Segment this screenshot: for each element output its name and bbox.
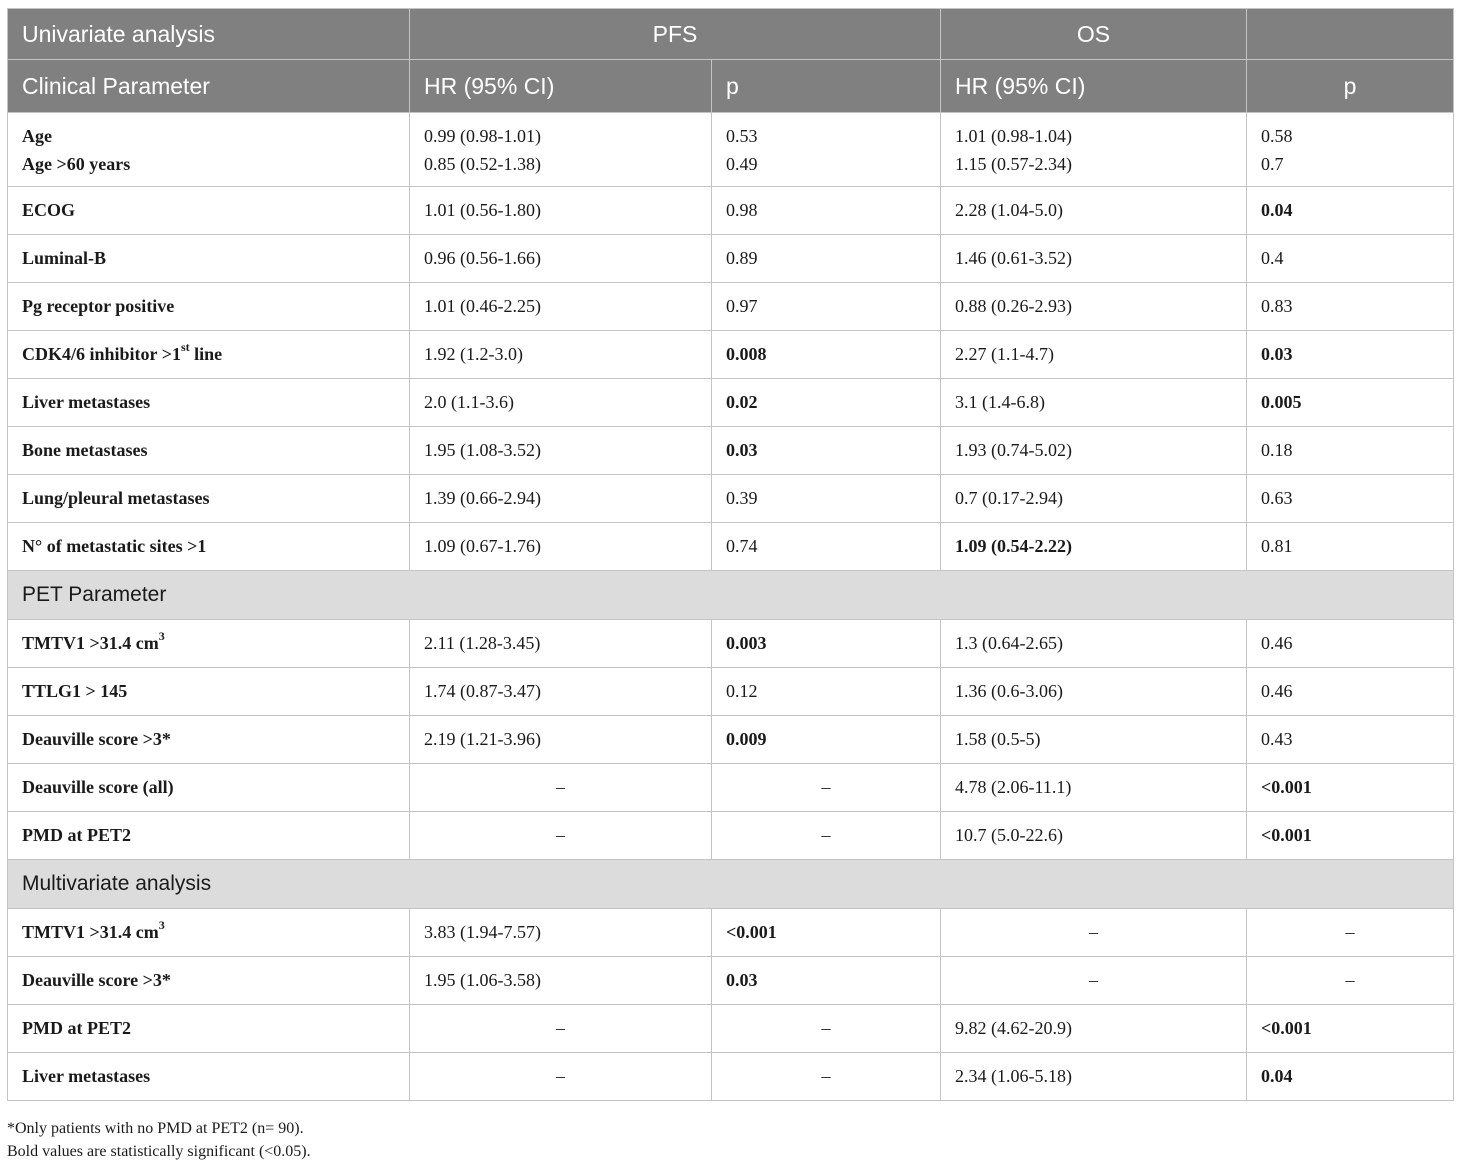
p-pfs-value: 0.02 bbox=[712, 379, 941, 427]
p-pfs-value: – bbox=[712, 1005, 941, 1053]
p-pfs-cell bbox=[712, 113, 941, 187]
table-row-tmtv1 bbox=[8, 620, 1454, 668]
section-row-multivariate bbox=[8, 860, 1454, 909]
p-os-value: 0.4 bbox=[1247, 235, 1454, 283]
hr-pfs-value: 3.83 (1.94-7.57) bbox=[410, 909, 712, 957]
header-blank bbox=[1247, 9, 1454, 60]
row-label-text: CDK4/6 inhibitor >1 bbox=[22, 344, 181, 364]
p-os-value: 0.18 bbox=[1247, 427, 1454, 475]
hr-os-value: 2.28 (1.04-5.0) bbox=[941, 187, 1247, 235]
footnote-bold: Bold values are statistically significant (<0.05). bbox=[7, 1143, 311, 1160]
hr-os-value: 0.88 (0.26-2.93) bbox=[941, 283, 1247, 331]
table-row-bone bbox=[8, 427, 1454, 475]
hr-os-value: 1.58 (0.5-5) bbox=[941, 716, 1247, 764]
table-footnotes bbox=[7, 1117, 311, 1163]
hr-pfs-value: 1.09 (0.67-1.76) bbox=[410, 523, 712, 571]
p-os-value: – bbox=[1247, 957, 1454, 1005]
table-row-m-deauville-3 bbox=[8, 957, 1454, 1005]
hr-os-value: 1.01 (0.98-1.04) bbox=[955, 125, 1072, 146]
p-os-value: – bbox=[1247, 909, 1454, 957]
header-row-1 bbox=[8, 9, 1454, 60]
p-pfs-value: 0.49 bbox=[726, 153, 758, 174]
p-os-value: 0.04 bbox=[1247, 1053, 1454, 1101]
header-univariate: Univariate analysis bbox=[8, 9, 410, 60]
row-label: TTLG1 > 145 bbox=[8, 668, 410, 716]
table-row-m-pmd bbox=[8, 1005, 1454, 1053]
p-os-value: 0.03 bbox=[1247, 331, 1454, 379]
table-row-deauville-all bbox=[8, 764, 1454, 812]
hr-pfs-value: – bbox=[410, 764, 712, 812]
p-pfs-value: 0.74 bbox=[712, 523, 941, 571]
row-label-line: Age >60 years bbox=[22, 153, 131, 174]
hr-pfs-value: 1.92 (1.2-3.0) bbox=[410, 331, 712, 379]
row-label: Luminal-B bbox=[8, 235, 410, 283]
hr-os-value: 2.27 (1.1-4.7) bbox=[941, 331, 1247, 379]
row-label-text-suffix: line bbox=[189, 344, 223, 364]
p-pfs-value: – bbox=[712, 812, 941, 860]
row-label-text: TMTV1 >31.4 cm bbox=[22, 922, 159, 942]
hr-os-value: 3.1 (1.4-6.8) bbox=[941, 379, 1247, 427]
row-label: Liver metastases bbox=[8, 1053, 410, 1101]
hr-os-value: 1.09 (0.54-2.22) bbox=[941, 523, 1247, 571]
row-label: Deauville score >3* bbox=[8, 957, 410, 1005]
hr-os-cell bbox=[941, 113, 1247, 187]
hr-pfs-value: 1.74 (0.87-3.47) bbox=[410, 668, 712, 716]
table-row-cdk46 bbox=[8, 331, 1454, 379]
header-p-os: p bbox=[1247, 60, 1454, 113]
table-row-m-liver bbox=[8, 1053, 1454, 1101]
hr-pfs-value: 1.95 (1.06-3.58) bbox=[410, 957, 712, 1005]
row-label: Deauville score >3* bbox=[8, 716, 410, 764]
section-title: Multivariate analysis bbox=[8, 860, 1454, 909]
header-hr-os: HR (95% CI) bbox=[941, 60, 1247, 113]
hr-pfs-value: 0.85 (0.52-1.38) bbox=[424, 153, 541, 174]
p-os-value: 0.43 bbox=[1247, 716, 1454, 764]
table-row-ttlg1 bbox=[8, 668, 1454, 716]
hr-pfs-value: 1.95 (1.08-3.52) bbox=[410, 427, 712, 475]
header-clinical-parameter: Clinical Parameter bbox=[8, 60, 410, 113]
results-table bbox=[7, 8, 1454, 1101]
p-pfs-value: 0.03 bbox=[712, 427, 941, 475]
table-row-metastatic-sites bbox=[8, 523, 1454, 571]
hr-pfs-cell bbox=[410, 113, 712, 187]
hr-pfs-value: – bbox=[410, 812, 712, 860]
p-pfs-value: – bbox=[712, 1053, 941, 1101]
row-label bbox=[8, 620, 410, 668]
hr-os-value: 1.36 (0.6-3.06) bbox=[941, 668, 1247, 716]
p-pfs-value: 0.53 bbox=[726, 125, 758, 146]
header-os: OS bbox=[941, 9, 1247, 60]
row-label-superscript: st bbox=[180, 340, 190, 354]
hr-pfs-value: 1.01 (0.56-1.80) bbox=[410, 187, 712, 235]
hr-os-value: 1.15 (0.57-2.34) bbox=[955, 153, 1072, 174]
section-title: PET Parameter bbox=[8, 571, 1454, 620]
hr-pfs-value: – bbox=[410, 1005, 712, 1053]
p-pfs-value: – bbox=[712, 764, 941, 812]
header-row-2 bbox=[8, 60, 1454, 113]
hr-os-value: 1.93 (0.74-5.02) bbox=[941, 427, 1247, 475]
row-label: N° of metastatic sites >1 bbox=[8, 523, 410, 571]
table-row-liver bbox=[8, 379, 1454, 427]
header-pfs: PFS bbox=[410, 9, 941, 60]
p-os-value: <0.001 bbox=[1247, 764, 1454, 812]
header-hr-pfs: HR (95% CI) bbox=[410, 60, 712, 113]
row-label-text: TMTV1 >31.4 cm bbox=[22, 633, 159, 653]
p-pfs-value: 0.39 bbox=[712, 475, 941, 523]
hr-os-value: 10.7 (5.0-22.6) bbox=[941, 812, 1247, 860]
row-label: Deauville score (all) bbox=[8, 764, 410, 812]
table-row-age bbox=[8, 113, 1454, 187]
table-row-ecog bbox=[8, 187, 1454, 235]
p-pfs-value: 0.97 bbox=[712, 283, 941, 331]
p-os-value: 0.005 bbox=[1247, 379, 1454, 427]
table-row-pmd bbox=[8, 812, 1454, 860]
p-os-value: 0.46 bbox=[1247, 620, 1454, 668]
p-pfs-value: 0.009 bbox=[712, 716, 941, 764]
row-label: Bone metastases bbox=[8, 427, 410, 475]
table-row-luminal-b bbox=[8, 235, 1454, 283]
hr-pfs-value: 0.99 (0.98-1.01) bbox=[424, 125, 541, 146]
p-os-value: 0.81 bbox=[1247, 523, 1454, 571]
p-os-value: 0.83 bbox=[1247, 283, 1454, 331]
hr-pfs-value: 2.19 (1.21-3.96) bbox=[410, 716, 712, 764]
table-row-deauville-3 bbox=[8, 716, 1454, 764]
row-label: Pg receptor positive bbox=[8, 283, 410, 331]
p-pfs-value: 0.03 bbox=[712, 957, 941, 1005]
p-os-value: 0.04 bbox=[1247, 187, 1454, 235]
row-label: PMD at PET2 bbox=[8, 812, 410, 860]
row-label bbox=[8, 331, 410, 379]
row-label: Lung/pleural metastases bbox=[8, 475, 410, 523]
hr-os-value: 1.46 (0.61-3.52) bbox=[941, 235, 1247, 283]
p-pfs-value: 0.008 bbox=[712, 331, 941, 379]
row-label: Liver metastases bbox=[8, 379, 410, 427]
p-os-cell bbox=[1247, 113, 1454, 187]
p-pfs-value: 0.89 bbox=[712, 235, 941, 283]
p-os-value: 0.58 bbox=[1261, 125, 1293, 146]
hr-pfs-value: – bbox=[410, 1053, 712, 1101]
hr-pfs-value: 2.0 (1.1-3.6) bbox=[410, 379, 712, 427]
p-os-value: 0.7 bbox=[1261, 153, 1284, 174]
row-label-line: Age bbox=[22, 125, 52, 146]
hr-pfs-value: 1.39 (0.66-2.94) bbox=[410, 475, 712, 523]
header-p-pfs: p bbox=[712, 60, 941, 113]
hr-pfs-value: 0.96 (0.56-1.66) bbox=[410, 235, 712, 283]
table-row-pg-receptor bbox=[8, 283, 1454, 331]
results-table-container bbox=[7, 8, 1453, 1101]
p-os-value: <0.001 bbox=[1247, 812, 1454, 860]
section-row-pet bbox=[8, 571, 1454, 620]
row-label bbox=[8, 909, 410, 957]
row-label-superscript: 3 bbox=[158, 629, 165, 643]
hr-pfs-value: 1.01 (0.46-2.25) bbox=[410, 283, 712, 331]
hr-pfs-value: 2.11 (1.28-3.45) bbox=[410, 620, 712, 668]
p-pfs-value: 0.12 bbox=[712, 668, 941, 716]
row-label: ECOG bbox=[8, 187, 410, 235]
p-pfs-value: <0.001 bbox=[712, 909, 941, 957]
hr-os-value: 4.78 (2.06-11.1) bbox=[941, 764, 1247, 812]
table-row-lung bbox=[8, 475, 1454, 523]
p-pfs-value: 0.003 bbox=[712, 620, 941, 668]
p-os-value: 0.63 bbox=[1247, 475, 1454, 523]
table-row-m-tmtv1 bbox=[8, 909, 1454, 957]
hr-os-value: – bbox=[941, 909, 1247, 957]
hr-os-value: 1.3 (0.64-2.65) bbox=[941, 620, 1247, 668]
p-os-value: <0.001 bbox=[1247, 1005, 1454, 1053]
p-pfs-value: 0.98 bbox=[712, 187, 941, 235]
hr-os-value: 9.82 (4.62-20.9) bbox=[941, 1005, 1247, 1053]
hr-os-value: 0.7 (0.17-2.94) bbox=[941, 475, 1247, 523]
row-label: PMD at PET2 bbox=[8, 1005, 410, 1053]
p-os-value: 0.46 bbox=[1247, 668, 1454, 716]
row-label bbox=[8, 113, 410, 187]
footnote-asterisk: *Only patients with no PMD at PET2 (n= 90). bbox=[7, 1120, 304, 1137]
row-label-superscript: 3 bbox=[158, 918, 165, 932]
hr-os-value: 2.34 (1.06-5.18) bbox=[941, 1053, 1247, 1101]
hr-os-value: – bbox=[941, 957, 1247, 1005]
